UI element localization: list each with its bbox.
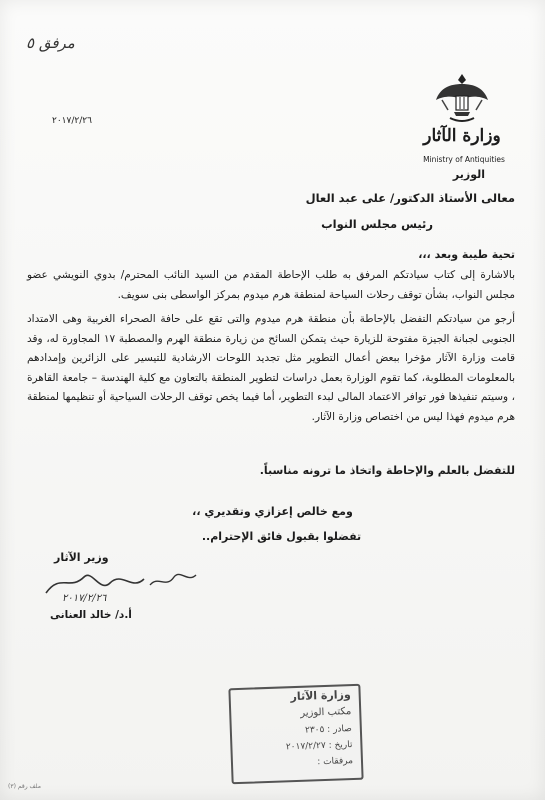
- footer-file-ref: ملف رقم (٣): [8, 783, 41, 790]
- eagle-emblem-icon: [432, 70, 492, 126]
- incoming-stamp: [228, 684, 363, 785]
- request-line: للتفضل بالعلم والإحاطة واتخاذ ما ترونه مناسباً.: [259, 464, 515, 477]
- greeting: تحية طيبة وبعد ،،،: [418, 248, 515, 261]
- closing-respect: تفضلوا بقبول فائق الإحترام..: [201, 530, 362, 543]
- handwritten-date: ٢٠١٧/٢/٢٦: [62, 593, 107, 604]
- closing-regards: ومع خالص إعزازي وتقديري ،،: [192, 505, 353, 518]
- ministry-name-ar: وزارة الآثار: [423, 126, 501, 146]
- signatory-title: وزير الآثار: [54, 551, 109, 564]
- addressee-name: معالى الأستاذ الدكتور/ على عبد العال: [305, 191, 515, 205]
- ministry-name-en: Ministry of Antiquities: [423, 155, 505, 164]
- stamp-ministry: وزارة الآثار: [290, 688, 351, 704]
- stamp-office: مكتب الوزير: [300, 706, 352, 719]
- paragraph-body: أرجو من سيادتكم التفضل بالإحاطة بأن منطقة هرم ميدوم والتى تقع على حافة الصحراء الغربية وهى الامتداد الجنوبى لجبانة الجيزة مفتوحة للزيارة حيث يتمكن السائح من زيارة منطقة الهرم والمصطبة ١٧ المجاورة له، وقد قامت وزارة الآثار مؤخرا ببعض أعمال التطوير مثل تجديد اللوحات الارشادية للتيسير على الزائرين وإمدادهم بالمعلومات المطلوبة، كما تقوم الوزارة بعمل دراسات لتطوير المنطقة بالتعاون مع كلية الهندسة – جامعة القاهرة ، وسيتم تنفيذها فور توافر الاعتماد المالى لبدء التطوير، أما فيما يخص توقف الرحلات السياحية أو تنظيمها لمنطقة هرم ميدوم فهذا ليس من اختصاص وزارة الآثار.: [27, 313, 515, 423]
- stamp-attachments: مرفقات :: [317, 756, 354, 768]
- letter-date: ٢٠١٧/٢/٢٦: [52, 116, 92, 126]
- signatory-name: أ.د/ خالد العنانى: [50, 609, 132, 621]
- stamp-date: تاريخ : ٢٠١٧/٢/٢٧: [285, 740, 353, 753]
- office-title: الوزير: [452, 168, 485, 181]
- annex-label: مرفق ٥: [26, 34, 75, 52]
- paragraph-reference: بالاشارة إلى كتاب سيادتكم المرفق به طلب الإحاطة المقدم من السيد النائب المحترم/ بدوي النويشي عضو مجلس النواب، بشأن توقف رحلات السياحة لمنطقة هرم ميدوم بمركز الواسطى بنى سويف.: [27, 269, 515, 301]
- addressee-title: رئيس مجلس النواب: [321, 217, 433, 231]
- stamp-outgoing: صادر : ٢٣٠٥: [304, 724, 353, 736]
